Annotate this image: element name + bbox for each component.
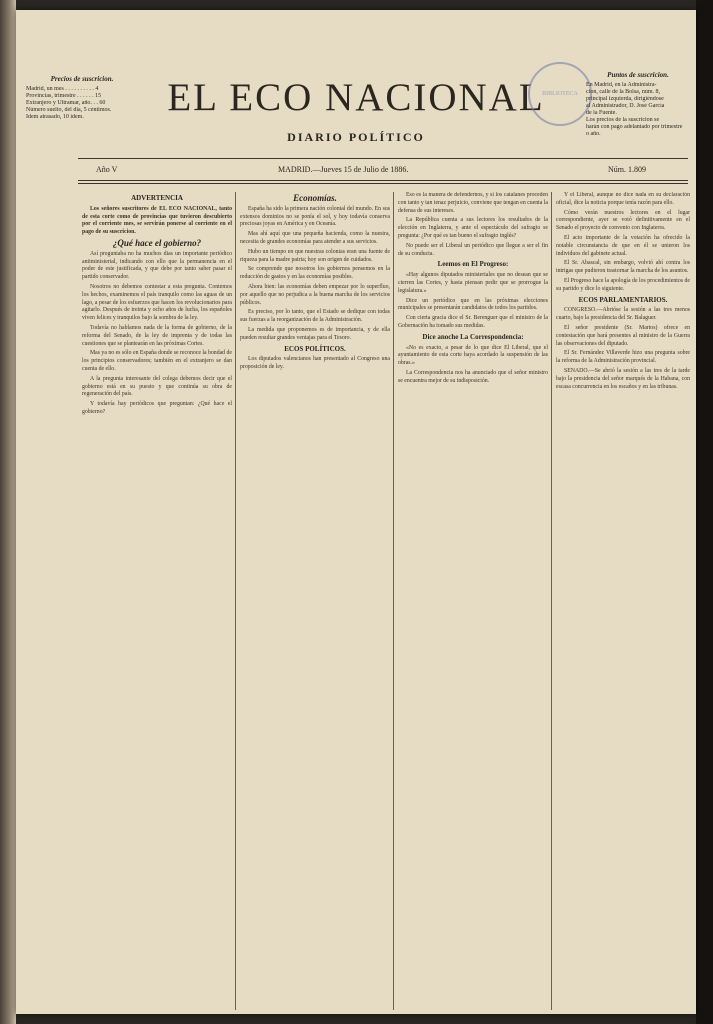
article-paragraph: Así preguntaba no ha muchos dias un importante periódico antiministerial, indicando con ello que la permanencia en el poder de este justificada, y que debe por tanto saber pasar el partido conservador.	[82, 250, 232, 281]
price-line: Extranjero y Ultramar, año. . . 60	[26, 100, 106, 106]
section-heading: ECOS PARLAMENTARIOS.	[578, 295, 668, 304]
points-line: harán con pago adelantado por trimestre	[586, 124, 683, 130]
article-paragraph: Nosotros no debemos contestar a esta pregunta. Contemos los hechos, examinemos el país tranquilo como las aguas de un lago, a pesar de los esfuerzos que hacen los revolucionarios para agitarlo. Después de treinta y ocho años de lucha, los españoles viven felices y tranquilos bajo la sombra de la ley.	[82, 283, 232, 322]
subscription-points-title: Puntos de suscricion.	[607, 71, 669, 79]
article-paragraph: Eso es la manera de defendernos, y si los catalanes proceden con tanto y tan tenaz perjuicio, conviene que tengan en cuenta la defensa de sus intereses.	[398, 192, 548, 214]
volume-year: Año V	[96, 165, 118, 174]
dateline: MADRID.—Jueves 15 de Julio de 1886.	[278, 165, 409, 174]
article-paragraph: Ahora bien: las economías deben empezar por lo superfluo, por aquello que no perjudica a la buena marcha de los servicios públicos.	[240, 283, 390, 306]
points-line: Los precios de la suscricion se	[586, 117, 660, 123]
article-heading: Economías.	[293, 193, 337, 203]
article-paragraph: La República cuenta a sus lectores los resultados de la elección en Inglaterra, y ante el espectáculo del sufragio se pregunta: ¿Por qué es tan bueno el sufragio inglés?	[398, 217, 548, 239]
article-paragraph: Es preciso, por lo tanto, que el Estado se dedique con todas sus fuerzas a la reorganización de la Administración.	[240, 309, 390, 324]
header-rule-double	[78, 183, 688, 184]
article-paragraph: Mas ya no es sólo en España donde se reconoce la bondad de los principios conservadores; también en el extranjero se dan cuenta de ello.	[82, 350, 232, 372]
article-paragraph: A la pregunta interesante del colega debemos decir que el gobierno está en su puesto y que continúa su obra de regeneración del país.	[82, 375, 232, 398]
article-paragraph: Mas ahí aquí que una pequeña hacienda, como la nuestra, necesita de grandes economías para atender a sus servicios.	[240, 231, 390, 245]
article-paragraph: El Sr. Fernández Villaverde hizo una pregunta sobre la reforma de la Administración provincial.	[556, 350, 690, 365]
points-line: principal izquierda, dirigiéndose	[586, 96, 664, 102]
article-paragraph: Cómo verán nuestros lectores en el lugar correspondiente, ayer se votó definitivamente en el Senado el proyecto de convenio con Inglaterra.	[556, 209, 690, 232]
points-line: En Madrid, en la Administra-	[586, 82, 657, 88]
column-3	[398, 192, 548, 1010]
column-4	[556, 192, 690, 1010]
article-paragraph: Con cierta gracia dice el Sr. Berenguer que el ministro de la Gobernación ha tomado sus medidas.	[398, 315, 548, 329]
article-paragraph: Hubo un tiempo en que nuestras colonias eran una fuente de riqueza para la madre patria; hoy son origen de cuidados.	[240, 248, 390, 263]
quote-heading: Dice anoche La Correspondencia:	[422, 332, 524, 341]
article-paragraph: El Progreso hace la apología de los procedimientos de su partido y dice lo siguiente.	[556, 277, 690, 292]
issue-number: Núm. 1.809	[608, 165, 646, 174]
price-line: Madrid, un mes . . . . . . . . . . 4	[26, 86, 99, 92]
article-paragraph: Y el Liberal, aunque no dice nada en su declaración oficial, dice la noticia porque tenía razón para ello.	[556, 192, 690, 206]
header-rule-bottom	[78, 180, 688, 181]
masthead-subtitle: DIARIO POLÍTICO	[287, 130, 425, 144]
column-1	[82, 192, 232, 1010]
article-paragraph: El acto importante de la votación ha ofrecido la notable circunstancia de que en él se unieron los individuos del gabinete actual.	[556, 234, 690, 257]
article-paragraph: CONGRESO.—Abrióse la sesión a las tres menos cuarto, bajo la presidencia del Sr. Balaguer.	[556, 307, 690, 322]
article-paragraph: SENADO.—Se abrió la sesión a las tres de la tarde bajo la presidencia del señor marqués de la Habana, con escasa concurrencia en los escaños y en las tribunas.	[556, 367, 690, 390]
header-rule-top	[78, 158, 688, 159]
article-heading: ¿Qué hace el gobierno?	[112, 237, 202, 248]
subscription-prices-box	[26, 76, 138, 121]
section-heading: ECOS POLÍTICOS.	[284, 344, 346, 353]
article-paragraph: La Correspondencia nos ha anunciado que el señor ministro se encuentra mejor de su indisposición.	[398, 369, 548, 384]
article-paragraph: No puede ser el Liberal un periódico que llegue a ser el fin de su conducta.	[398, 242, 548, 257]
library-stamp: BIBLIOTECA	[528, 62, 592, 126]
article-paragraph: Se comprende que nosotros los gobiernos pensemos en la reducción de gastos y en las economías posibles.	[240, 266, 390, 281]
book-spine	[0, 0, 16, 1024]
article-paragraph: Y todavía hay periódicos que preguntan: ¿Qué hace el gobierno?	[82, 401, 232, 415]
price-line: Número suelto, del dia, 5 céntimos.	[26, 107, 112, 113]
newspaper-page	[16, 10, 696, 1014]
column-separator	[393, 192, 394, 1010]
price-line: Idem atrasado, 10 idem.	[26, 114, 84, 120]
article-paragraph: España ha sido la primera nación colonial del mundo. En sus extensos dominios no se ponía el sol, y hoy todavía conserva preciosas joyas en América y en Oceanía.	[240, 205, 390, 228]
article-paragraph: El Sr. Abascal, sin embargo, volvió ahí contra los intrigas que pudieron trastornar la marcha de los asuntos.	[556, 260, 690, 275]
article-paragraph: «No es exacto, a pesar de lo que dice El Liberal, que el ayuntamiento de esta corte haya acordado la suspensión de las obras.»	[398, 344, 548, 367]
article-paragraph: Dice un periódico que en las próximas elecciones municipales se presentarán candidatos de todos los partidos.	[398, 297, 548, 312]
column-separator	[551, 192, 552, 1010]
issue-info-bar	[78, 162, 688, 178]
quote-heading: Leemos en El Progreso:	[437, 260, 509, 269]
notice-heading: ADVERTENCIA	[131, 194, 183, 202]
subscription-prices-title: Precios de suscricion.	[50, 75, 114, 83]
article-paragraph: «Hay algunos diputados ministeriales que no desean que se cierren las Cortes, y hasta piensan pedir que se prorrogue la legislatura.»	[398, 272, 548, 294]
article-paragraph: Todavía no hablamos nada de la forma de gobierno, de la reforma del Senado, de la ley de imprenta y de todas las cuestiones que se plantearán en las próximas Cortes.	[82, 324, 232, 347]
article-paragraph: La medida que proponemos es de importancia, y de ella pueden resultar grandes ventajas para el Tesoro.	[240, 326, 390, 341]
article-paragraph: El señor presidente (Sr. Martos) ofrece en contestación que hará presentes al ministro de la Guerra las observaciones del diputado.	[556, 324, 690, 347]
notice-text: Los señores suscritores de EL ECO NACIONAL, tanto de esta corte como de provincias que tuvieron descubierto por el corriente mes, se servirán ponerse al corriente en el pago de su suscricion.	[82, 205, 232, 236]
points-line: de la Fuente.	[586, 110, 617, 116]
points-line: o año.	[586, 131, 601, 137]
points-line: cion, calle de la Bolsa, núm. 8,	[586, 89, 660, 95]
points-line: al Administrador, D. José García	[586, 103, 665, 109]
column-separator	[235, 192, 236, 1010]
price-line: Provincias, trimestre . . . . . . 15	[26, 93, 102, 99]
masthead-title: EL ECO NACIONAL	[167, 76, 545, 119]
column-2	[240, 192, 390, 1010]
subscription-points-box	[586, 72, 690, 138]
scan-border	[696, 0, 713, 1024]
article-paragraph: Los diputados valencianos han presentado al Congreso una proposición de ley.	[240, 356, 390, 371]
